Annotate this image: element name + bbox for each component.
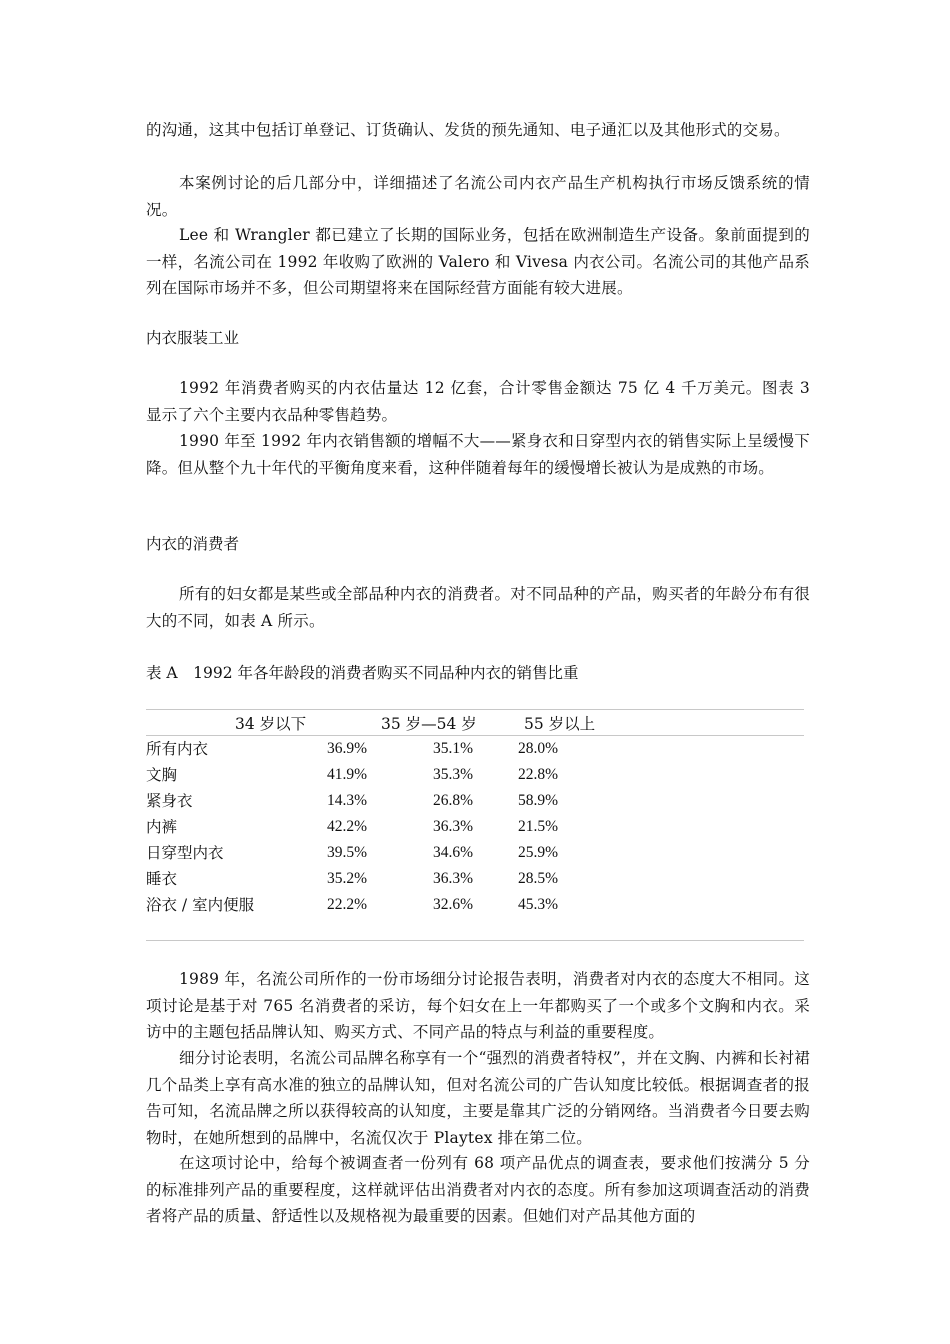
cell-over-55: 21.5%	[518, 818, 559, 835]
table-header-over-55: 55 岁以上	[524, 715, 596, 733]
cell-under-34: 39.5%	[327, 844, 368, 861]
table-header-under-34: 34 岁以下	[235, 715, 307, 733]
cell-35-54: 26.8%	[433, 792, 474, 809]
table-row	[146, 762, 804, 788]
cell-over-55: 28.5%	[518, 870, 559, 887]
table-caption: 表 A 1992 年各年龄段的消费者购买不同品种内衣的销售比重	[146, 664, 579, 682]
cell-35-54: 36.3%	[433, 818, 474, 835]
paragraph-6: 所有的妇女都是某些或全部品种内衣的消费者。对不同品种的产品，购买者的年龄分布有很大的不同，如表 A 所示。	[146, 585, 810, 630]
cell-35-54: 32.6%	[433, 896, 474, 913]
row-label: 紧身衣	[146, 792, 193, 810]
paragraph-4: 1992 年消费者购买的内衣估量达 12 亿套，合计零售金额达 75 亿 4 千万美元。图表 3 显示了六个主要内衣品种零售趋势。	[146, 379, 810, 424]
paragraph-2: 本案例讨论的后几部分中，详细描述了名流公司内衣产品生产机构执行市场反馈系统的情况。	[146, 174, 810, 219]
section-heading-consumers: 内衣的消费者	[146, 535, 240, 553]
table-bottom-rule	[146, 940, 804, 941]
cell-35-54: 34.6%	[433, 844, 474, 861]
row-label: 内裤	[146, 818, 178, 836]
table-header-35-54: 35 岁—54 岁	[381, 715, 477, 733]
paragraph-3: Lee 和 Wrangler 都已建立了长期的国际业务，包括在欧洲制造生产设备。象前面提到的一样，名流公司在 1992 年收购了欧洲的 Valero 和 Vivesa 内衣公司。名流公司的其他产品系列在国际市场并不多，但公司期望将来在国际经营方面能有较大进展。	[146, 226, 810, 297]
cell-35-54: 36.3%	[433, 870, 474, 887]
cell-under-34: 42.2%	[327, 818, 368, 835]
cell-under-34: 22.2%	[327, 896, 368, 913]
table-row	[146, 788, 804, 814]
cell-over-55: 25.9%	[518, 844, 559, 861]
table-row	[146, 736, 804, 762]
row-label: 日穿型内衣	[146, 844, 224, 862]
table-row	[146, 866, 804, 892]
paragraph-9: 在这项讨论中，给每个被调查者一份列有 68 项产品优点的调查表，要求他们按满分 5 分的标准排列产品的重要程度，这样就评估出消费者对内衣的态度。所有参加这项调查活动的消费者将产品的质量、舒适性以及规格视为最重要的因素。但她们对产品其他方面的	[146, 1154, 810, 1225]
paragraph-5: 1990 年至 1992 年内衣销售额的增幅不大——紧身衣和日穿型内衣的销售实际上呈缓慢下降。但从整个九十年代的平衡角度来看，这种伴随着每年的缓慢增长被认为是成熟的市场。	[146, 432, 810, 477]
paragraph-7: 1989 年，名流公司所作的一份市场细分讨论报告表明，消费者对内衣的态度大不相同。这项讨论是基于对 765 名消费者的采访，每个妇女在上一年都购买了一个或多个文胸和内衣。采访中的主题包括品牌认知、购买方式、不同产品的特点与利益的重要程度。	[146, 970, 810, 1041]
row-label: 睡衣	[146, 870, 178, 888]
cell-under-34: 14.3%	[327, 792, 368, 809]
paragraph-8: 细分讨论表明，名流公司品牌名称享有一个“强烈的消费者特权”，并在文胸、内裤和长衬裙几个品类上享有高水准的独立的品牌认知，但对名流公司的广告认知度比较低。根据调查者的报告可知，名流品牌之所以获得较高的认知度，主要是靠其广泛的分销网络。当消费者今日要去购物时，在她所想到的品牌中，名流仅次于 Playtex 排在第二位。	[146, 1049, 810, 1147]
cell-under-34: 36.9%	[327, 740, 368, 757]
cell-over-55: 45.3%	[518, 896, 559, 913]
cell-over-55: 22.8%	[518, 766, 559, 783]
section-heading-industry: 内衣服装工业	[146, 329, 240, 347]
row-label: 所有内衣	[146, 740, 209, 758]
row-label: 文胸	[146, 766, 178, 784]
table-row	[146, 814, 804, 840]
cell-35-54: 35.1%	[433, 740, 474, 757]
cell-under-34: 41.9%	[327, 766, 368, 783]
table-row	[146, 892, 804, 918]
cell-under-34: 35.2%	[327, 870, 368, 887]
table-top-rule	[146, 709, 804, 710]
cell-35-54: 35.3%	[433, 766, 474, 783]
row-label: 浴衣 / 室内便服	[146, 896, 255, 914]
paragraph-1: 的沟通，这其中包括订单登记、订货确认、发货的预先通知、电子通汇以及其他形式的交易。	[146, 121, 790, 139]
cell-over-55: 58.9%	[518, 792, 559, 809]
table-row	[146, 840, 804, 866]
cell-over-55: 28.0%	[518, 740, 559, 757]
